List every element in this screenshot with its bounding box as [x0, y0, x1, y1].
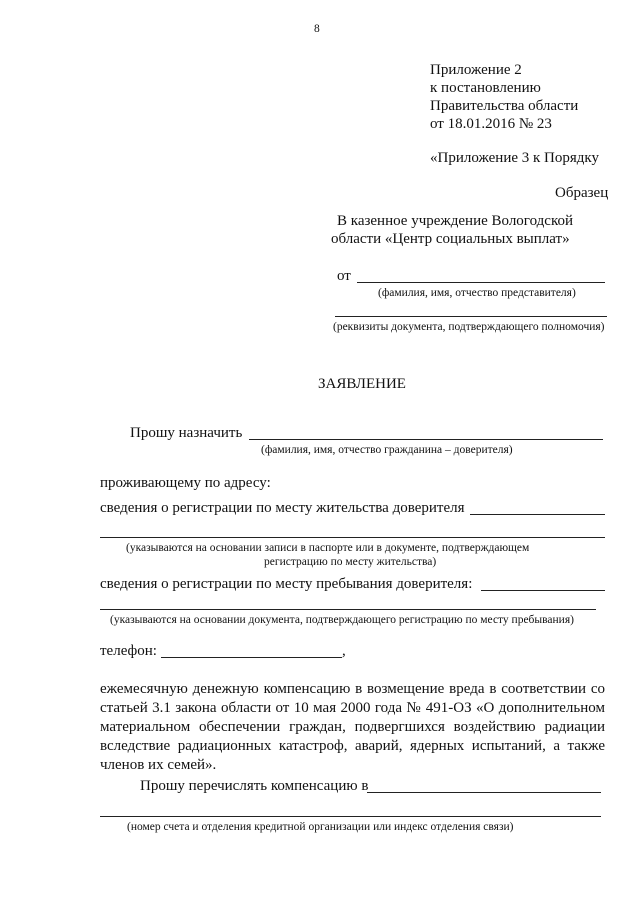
- representative-name-field[interactable]: [357, 282, 605, 283]
- representative-name-hint: (фамилия, имя, отчество представителя): [378, 287, 576, 299]
- request-label: Прошу назначить: [130, 425, 243, 441]
- residence-registration-label: сведения о регистрации по месту жительства доверителя: [100, 500, 465, 516]
- phone-trailing-comma: ,: [342, 643, 346, 659]
- authority-document-field[interactable]: [335, 316, 607, 317]
- transfer-hint: (номер счета и отделения кредитной организации или индекс отделения связи): [127, 821, 514, 833]
- phone-label: телефон:: [100, 643, 157, 659]
- phone-field[interactable]: [161, 657, 342, 658]
- appendix-3-reference: «Приложение 3 к Порядку: [430, 150, 599, 166]
- residence-registration-hint-2: регистрацию по месту жительства): [264, 556, 437, 568]
- addressee-line-2: области «Центр социальных выплат»: [331, 231, 570, 247]
- page-number: 8: [314, 23, 320, 35]
- stay-registration-field-line-2[interactable]: [100, 609, 596, 610]
- from-label: от: [337, 268, 351, 284]
- residence-registration-field[interactable]: [470, 514, 605, 515]
- compensation-paragraph: ежемесячную денежную компенсацию в возмещение вреда в соответствии со статьей 3.1 закона области от 10 мая 2000 года № 491-ОЗ «О дополнительном материальном обеспечении граждан, подвергшихся воздействию радиации вследствие радиационных катастроф, аварий, ядерных испытаний, а также членов их семей».: [100, 681, 605, 773]
- addressee-line-1: В казенное учреждение Вологодской: [337, 213, 574, 229]
- appendix-line-2: к постановлению: [430, 80, 541, 96]
- stay-registration-field[interactable]: [481, 590, 605, 591]
- address-label: проживающему по адресу:: [100, 475, 271, 491]
- sample-label: Образец: [555, 185, 609, 201]
- residence-registration-field-line-2[interactable]: [100, 537, 605, 538]
- stay-registration-hint: (указываются на основании документа, подтверждающего регистрацию по месту пребывания): [110, 614, 574, 626]
- transfer-field[interactable]: [367, 792, 601, 793]
- appendix-line-4: от 18.01.2016 № 23: [430, 116, 552, 132]
- document-title: ЗАЯВЛЕНИЕ: [318, 376, 406, 392]
- appendix-line-3: Правительства области: [430, 98, 579, 114]
- appendix-line-1: Приложение 2: [430, 62, 522, 78]
- authority-document-hint: (реквизиты документа, подтверждающего полномочия): [333, 321, 605, 333]
- transfer-field-line-2[interactable]: [100, 816, 601, 817]
- residence-registration-hint-1: (указываются на основании записи в паспорте или в документе, подтверждающем: [126, 542, 530, 554]
- transfer-label: Прошу перечислять компенсацию в: [140, 778, 369, 794]
- principal-name-field[interactable]: [249, 439, 603, 440]
- stay-registration-label: сведения о регистрации по месту пребывания доверителя:: [100, 576, 473, 592]
- principal-name-hint: (фамилия, имя, отчество гражданина – доверителя): [261, 444, 513, 456]
